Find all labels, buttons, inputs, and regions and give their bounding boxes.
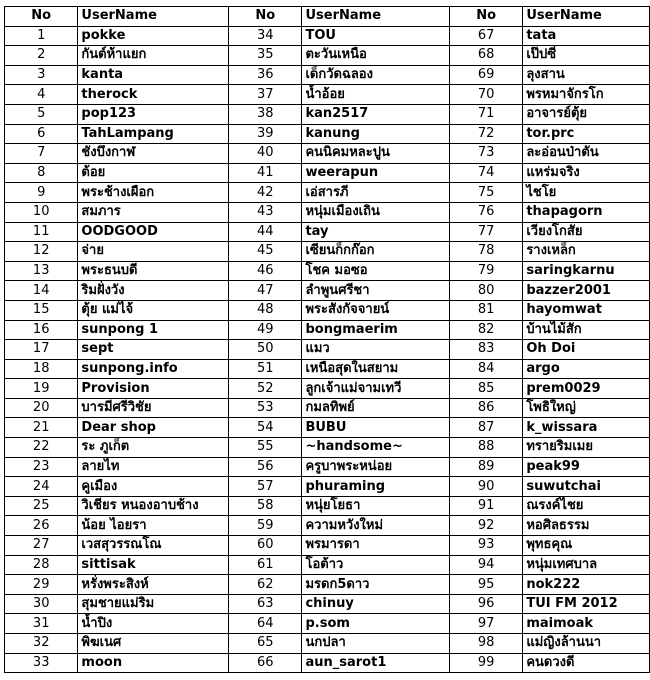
cell-username: แมว bbox=[302, 340, 449, 360]
cell-username: เป๊ปซี่ bbox=[523, 46, 650, 66]
cell-username: aun_sarot1 bbox=[302, 653, 449, 673]
cell-no: 94 bbox=[449, 555, 522, 575]
cell-no: 44 bbox=[229, 222, 302, 242]
cell-no: 8 bbox=[5, 163, 78, 183]
cell-no: 6 bbox=[5, 124, 78, 144]
cell-no: 24 bbox=[5, 477, 78, 497]
cell-username: รางเหล็ก bbox=[523, 242, 650, 262]
cell-no: 81 bbox=[449, 300, 522, 320]
cell-no: 26 bbox=[5, 516, 78, 536]
cell-username: หนุ่มเทศบาล bbox=[523, 555, 650, 575]
table-row bbox=[5, 594, 650, 614]
cell-no: 83 bbox=[449, 340, 522, 360]
table-row bbox=[5, 163, 650, 183]
cell-no: 67 bbox=[449, 26, 522, 46]
cell-no: 56 bbox=[229, 457, 302, 477]
cell-no: 7 bbox=[5, 144, 78, 164]
cell-username: เวสสุวรรณโณ bbox=[78, 536, 229, 556]
cell-no: 14 bbox=[5, 281, 78, 301]
cell-username: พรหมาจักรโก bbox=[523, 85, 650, 105]
cell-no: 63 bbox=[229, 594, 302, 614]
cell-username: sittisak bbox=[78, 555, 229, 575]
cell-no: 52 bbox=[229, 379, 302, 399]
cell-username: แหร่มจริง bbox=[523, 163, 650, 183]
cell-no: 64 bbox=[229, 614, 302, 634]
cell-username: kanung bbox=[302, 124, 449, 144]
cell-no: 99 bbox=[449, 653, 522, 673]
cell-no: 17 bbox=[5, 340, 78, 360]
cell-username: น้อย ไอยรา bbox=[78, 516, 229, 536]
cell-username: ละอ่อนป่าตัน bbox=[523, 144, 650, 164]
cell-username: เซียนก็กก๊อก bbox=[302, 242, 449, 262]
cell-no: 54 bbox=[229, 418, 302, 438]
cell-no: 45 bbox=[229, 242, 302, 262]
table-row bbox=[5, 202, 650, 222]
cell-username: pop123 bbox=[78, 104, 229, 124]
cell-no: 34 bbox=[229, 26, 302, 46]
cell-username: โพธิใหญ่ bbox=[523, 398, 650, 418]
cell-username: OODGOOD bbox=[78, 222, 229, 242]
cell-no: 85 bbox=[449, 379, 522, 399]
cell-username: suwutchai bbox=[523, 477, 650, 497]
cell-no: 76 bbox=[449, 202, 522, 222]
cell-no: 72 bbox=[449, 124, 522, 144]
table-row bbox=[5, 536, 650, 556]
table-row bbox=[5, 85, 650, 105]
table-row bbox=[5, 418, 650, 438]
cell-username: สุมชายแม่ริม bbox=[78, 594, 229, 614]
table-row bbox=[5, 104, 650, 124]
cell-username: กมลทิพย์ bbox=[302, 398, 449, 418]
cell-no: 20 bbox=[5, 398, 78, 418]
cell-username: bazzer2001 bbox=[523, 281, 650, 301]
cell-no: 66 bbox=[229, 653, 302, 673]
cell-no: 15 bbox=[5, 300, 78, 320]
cell-username: เวียงโกสัย bbox=[523, 222, 650, 242]
cell-username: phuraming bbox=[302, 477, 449, 497]
cell-username: คูเมือง bbox=[78, 477, 229, 497]
table-row bbox=[5, 281, 650, 301]
cell-username: หรั่งพระสิงห์ bbox=[78, 575, 229, 595]
cell-no: 42 bbox=[229, 183, 302, 203]
cell-no: 87 bbox=[449, 418, 522, 438]
cell-username: คนดวงดี bbox=[523, 653, 650, 673]
table-row bbox=[5, 379, 650, 399]
cell-no: 37 bbox=[229, 85, 302, 105]
table-row bbox=[5, 555, 650, 575]
cell-username: ทรายริมเมย bbox=[523, 438, 650, 458]
cell-username: prem0029 bbox=[523, 379, 650, 399]
cell-username: สมภาร bbox=[78, 202, 229, 222]
cell-no: 84 bbox=[449, 359, 522, 379]
cell-no: 16 bbox=[5, 320, 78, 340]
cell-username: TUI FM 2012 bbox=[523, 594, 650, 614]
cell-no: 73 bbox=[449, 144, 522, 164]
table-row bbox=[5, 516, 650, 536]
cell-no: 88 bbox=[449, 438, 522, 458]
cell-username: ระ ภูเก็ต bbox=[78, 438, 229, 458]
cell-username: มรดก5ดาว bbox=[302, 575, 449, 595]
cell-no: 75 bbox=[449, 183, 522, 203]
cell-username: แม่ญิงล้านนา bbox=[523, 634, 650, 654]
cell-no: 27 bbox=[5, 536, 78, 556]
cell-username: นกปลา bbox=[302, 634, 449, 654]
header-row bbox=[5, 7, 650, 27]
cell-no: 89 bbox=[449, 457, 522, 477]
cell-username: หอศิลธรรม bbox=[523, 516, 650, 536]
cell-no: 18 bbox=[5, 359, 78, 379]
cell-username: บารมีศรีวิชัย bbox=[78, 398, 229, 418]
cell-username: weerapun bbox=[302, 163, 449, 183]
cell-username: p.som bbox=[302, 614, 449, 634]
cell-no: 70 bbox=[449, 85, 522, 105]
cell-username: BUBU bbox=[302, 418, 449, 438]
cell-no: 50 bbox=[229, 340, 302, 360]
cell-username: อาจารย์ตุ้ย bbox=[523, 104, 650, 124]
cell-no: 80 bbox=[449, 281, 522, 301]
cell-no: 3 bbox=[5, 65, 78, 85]
cell-no: 53 bbox=[229, 398, 302, 418]
header-username: UserName bbox=[78, 7, 229, 27]
cell-no: 97 bbox=[449, 614, 522, 634]
cell-no: 48 bbox=[229, 300, 302, 320]
cell-username: moon bbox=[78, 653, 229, 673]
header-username: UserName bbox=[302, 7, 449, 27]
table-row bbox=[5, 300, 650, 320]
cell-username: คนนิคมหละปูน bbox=[302, 144, 449, 164]
cell-no: 36 bbox=[229, 65, 302, 85]
cell-username: ครูบาพระหน่อย bbox=[302, 457, 449, 477]
cell-username: ริมฝั่งวัง bbox=[78, 281, 229, 301]
table-row bbox=[5, 46, 650, 66]
cell-username: tata bbox=[523, 26, 650, 46]
cell-no: 98 bbox=[449, 634, 522, 654]
cell-username: พระสังกัจจายน์ bbox=[302, 300, 449, 320]
table-row bbox=[5, 457, 650, 477]
cell-no: 29 bbox=[5, 575, 78, 595]
cell-no: 92 bbox=[449, 516, 522, 536]
cell-no: 4 bbox=[5, 85, 78, 105]
cell-username: ลายไท bbox=[78, 457, 229, 477]
cell-username: TahLampang bbox=[78, 124, 229, 144]
cell-username: ตะวันเหนือ bbox=[302, 46, 449, 66]
cell-no: 93 bbox=[449, 536, 522, 556]
cell-username: ณรงค์ไชย bbox=[523, 496, 650, 516]
cell-username: โอต้าว bbox=[302, 555, 449, 575]
cell-no: 33 bbox=[5, 653, 78, 673]
cell-username: pokke bbox=[78, 26, 229, 46]
cell-no: 2 bbox=[5, 46, 78, 66]
cell-username: หนุ่มเมืองเถิน bbox=[302, 202, 449, 222]
cell-username: peak99 bbox=[523, 457, 650, 477]
table-row bbox=[5, 183, 650, 203]
cell-username: chinuy bbox=[302, 594, 449, 614]
table-row bbox=[5, 261, 650, 281]
table-row bbox=[5, 320, 650, 340]
cell-no: 65 bbox=[229, 634, 302, 654]
cell-username: hayomwat bbox=[523, 300, 650, 320]
cell-no: 61 bbox=[229, 555, 302, 575]
cell-no: 11 bbox=[5, 222, 78, 242]
cell-username: ลูกเจ้าแม่จามเทวี bbox=[302, 379, 449, 399]
cell-username: ตุ้ย แม่ไจ้ bbox=[78, 300, 229, 320]
cell-no: 23 bbox=[5, 457, 78, 477]
table-row bbox=[5, 124, 650, 144]
table-body bbox=[5, 26, 650, 673]
cell-no: 51 bbox=[229, 359, 302, 379]
cell-no: 82 bbox=[449, 320, 522, 340]
cell-no: 90 bbox=[449, 477, 522, 497]
cell-username: TOU bbox=[302, 26, 449, 46]
cell-username: bongmaerim bbox=[302, 320, 449, 340]
cell-username: เอ่สารภี bbox=[302, 183, 449, 203]
cell-username: ชังบึงกาฬ bbox=[78, 144, 229, 164]
cell-username: น้ำปิง bbox=[78, 614, 229, 634]
cell-username: sunpong 1 bbox=[78, 320, 229, 340]
cell-no: 69 bbox=[449, 65, 522, 85]
user-list-table bbox=[4, 6, 650, 673]
table-row bbox=[5, 359, 650, 379]
cell-username: maimoak bbox=[523, 614, 650, 634]
cell-no: 46 bbox=[229, 261, 302, 281]
cell-no: 62 bbox=[229, 575, 302, 595]
cell-no: 78 bbox=[449, 242, 522, 262]
table-row bbox=[5, 398, 650, 418]
cell-no: 60 bbox=[229, 536, 302, 556]
cell-no: 19 bbox=[5, 379, 78, 399]
cell-username: sept bbox=[78, 340, 229, 360]
cell-username: nok222 bbox=[523, 575, 650, 595]
cell-username: เหนือสุดในสยาม bbox=[302, 359, 449, 379]
cell-username: therock bbox=[78, 85, 229, 105]
table-row bbox=[5, 222, 650, 242]
cell-no: 43 bbox=[229, 202, 302, 222]
cell-username: k_wissara bbox=[523, 418, 650, 438]
cell-no: 59 bbox=[229, 516, 302, 536]
table-row bbox=[5, 144, 650, 164]
cell-no: 30 bbox=[5, 594, 78, 614]
cell-no: 40 bbox=[229, 144, 302, 164]
cell-no: 38 bbox=[229, 104, 302, 124]
cell-username: หนุ่ยโยธา bbox=[302, 496, 449, 516]
cell-username: tor.prc bbox=[523, 124, 650, 144]
cell-username: thapagorn bbox=[523, 202, 650, 222]
cell-no: 13 bbox=[5, 261, 78, 281]
table-row bbox=[5, 614, 650, 634]
cell-username: ~handsome~ bbox=[302, 438, 449, 458]
table-row bbox=[5, 438, 650, 458]
cell-username: argo bbox=[523, 359, 650, 379]
cell-username: kanta bbox=[78, 65, 229, 85]
cell-username: จ่าย bbox=[78, 242, 229, 262]
cell-username: kan2517 bbox=[302, 104, 449, 124]
cell-username: บ้านไม้สัก bbox=[523, 320, 650, 340]
table-row bbox=[5, 65, 650, 85]
cell-no: 35 bbox=[229, 46, 302, 66]
cell-no: 68 bbox=[449, 46, 522, 66]
cell-no: 96 bbox=[449, 594, 522, 614]
cell-no: 74 bbox=[449, 163, 522, 183]
cell-username: tay bbox=[302, 222, 449, 242]
cell-username: วิเชียร หนองอาบช้าง bbox=[78, 496, 229, 516]
cell-no: 22 bbox=[5, 438, 78, 458]
cell-username: ต้อย bbox=[78, 163, 229, 183]
cell-username: saringkarnu bbox=[523, 261, 650, 281]
cell-no: 1 bbox=[5, 26, 78, 46]
cell-username: พุทธคุณ bbox=[523, 536, 650, 556]
cell-no: 31 bbox=[5, 614, 78, 634]
cell-username: sunpong.info bbox=[78, 359, 229, 379]
table-row bbox=[5, 242, 650, 262]
table-row bbox=[5, 653, 650, 673]
cell-no: 41 bbox=[229, 163, 302, 183]
cell-no: 79 bbox=[449, 261, 522, 281]
cell-no: 86 bbox=[449, 398, 522, 418]
cell-username: ลำพูนศรีชา bbox=[302, 281, 449, 301]
cell-username: พระช้างเผือก bbox=[78, 183, 229, 203]
header-no: No bbox=[229, 7, 302, 27]
cell-no: 57 bbox=[229, 477, 302, 497]
header-no: No bbox=[449, 7, 522, 27]
cell-no: 12 bbox=[5, 242, 78, 262]
cell-no: 55 bbox=[229, 438, 302, 458]
cell-username: Dear shop bbox=[78, 418, 229, 438]
cell-username: ไชโย bbox=[523, 183, 650, 203]
cell-no: 58 bbox=[229, 496, 302, 516]
cell-no: 47 bbox=[229, 281, 302, 301]
cell-username: พรมารดา bbox=[302, 536, 449, 556]
cell-no: 71 bbox=[449, 104, 522, 124]
cell-no: 28 bbox=[5, 555, 78, 575]
cell-no: 39 bbox=[229, 124, 302, 144]
cell-no: 32 bbox=[5, 634, 78, 654]
table-row bbox=[5, 477, 650, 497]
table-row bbox=[5, 634, 650, 654]
cell-no: 10 bbox=[5, 202, 78, 222]
cell-no: 77 bbox=[449, 222, 522, 242]
table-row bbox=[5, 575, 650, 595]
cell-no: 21 bbox=[5, 418, 78, 438]
cell-no: 91 bbox=[449, 496, 522, 516]
cell-username: กันต์ห้าแยก bbox=[78, 46, 229, 66]
cell-no: 49 bbox=[229, 320, 302, 340]
cell-username: ความหวังใหม่ bbox=[302, 516, 449, 536]
table-row bbox=[5, 340, 650, 360]
cell-username: พระธนบดี bbox=[78, 261, 229, 281]
cell-username: น้ำอ้อย bbox=[302, 85, 449, 105]
table-row bbox=[5, 496, 650, 516]
cell-no: 25 bbox=[5, 496, 78, 516]
cell-username: ลุงสาน bbox=[523, 65, 650, 85]
header-username: UserName bbox=[523, 7, 650, 27]
cell-username: Oh Doi bbox=[523, 340, 650, 360]
table-row bbox=[5, 26, 650, 46]
cell-no: 95 bbox=[449, 575, 522, 595]
header-no: No bbox=[5, 7, 78, 27]
cell-username: Provision bbox=[78, 379, 229, 399]
cell-no: 9 bbox=[5, 183, 78, 203]
cell-username: เด็กวัดฉลอง bbox=[302, 65, 449, 85]
cell-username: พิฆเนศ bbox=[78, 634, 229, 654]
cell-username: โชค มอซอ bbox=[302, 261, 449, 281]
cell-no: 5 bbox=[5, 104, 78, 124]
